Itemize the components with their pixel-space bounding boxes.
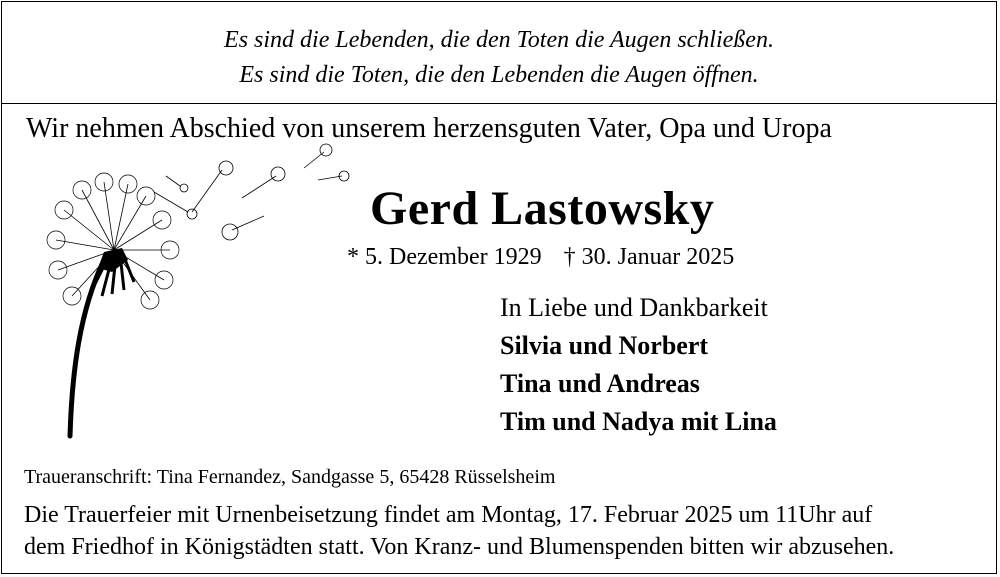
mourner-name: Tim und Nadya mit Lina (500, 407, 777, 436)
ceremony-notice (24, 499, 984, 563)
life-dates (347, 242, 734, 272)
mourning-address: Traueranschrift: Tina Fernandez, Sandgasse 5, 65428 Rüsselsheim (24, 466, 556, 488)
deceased-name: Gerd Lastowsky (370, 182, 715, 235)
ceremony-line-1: Die Trauerfeier mit Urnenbeisetzung findet am Montag, 17. Februar 2025 um 11Uhr auf (24, 502, 873, 528)
farewell-intro: Wir nehmen Abschied von unserem herzensguten Vater, Opa und Uropa (26, 113, 832, 144)
mourners-intro: In Liebe und Dankbarkeit (500, 293, 768, 322)
mourner-name: Tina und Andreas (500, 369, 700, 398)
death-date: † 30. Januar 2025 (563, 244, 735, 270)
ceremony-line-2: dem Friedhof in Königstädten statt. Von Kranz- und Blumenspenden bitten wir abzusehen. (24, 534, 895, 560)
birth-date: * 5. Dezember 1929 (347, 244, 542, 270)
mourners-block (500, 289, 777, 441)
motto-line-1: Es sind die Lebenden, die den Toten die Augen schließen. (224, 27, 774, 53)
obituary-notice (1, 1, 997, 574)
motto-line-2: Es sind die Toten, die den Lebenden die Augen öffnen. (239, 62, 759, 88)
mourner-name: Silvia und Norbert (500, 331, 709, 360)
dandelion-icon (42, 140, 362, 440)
divider (2, 103, 996, 104)
